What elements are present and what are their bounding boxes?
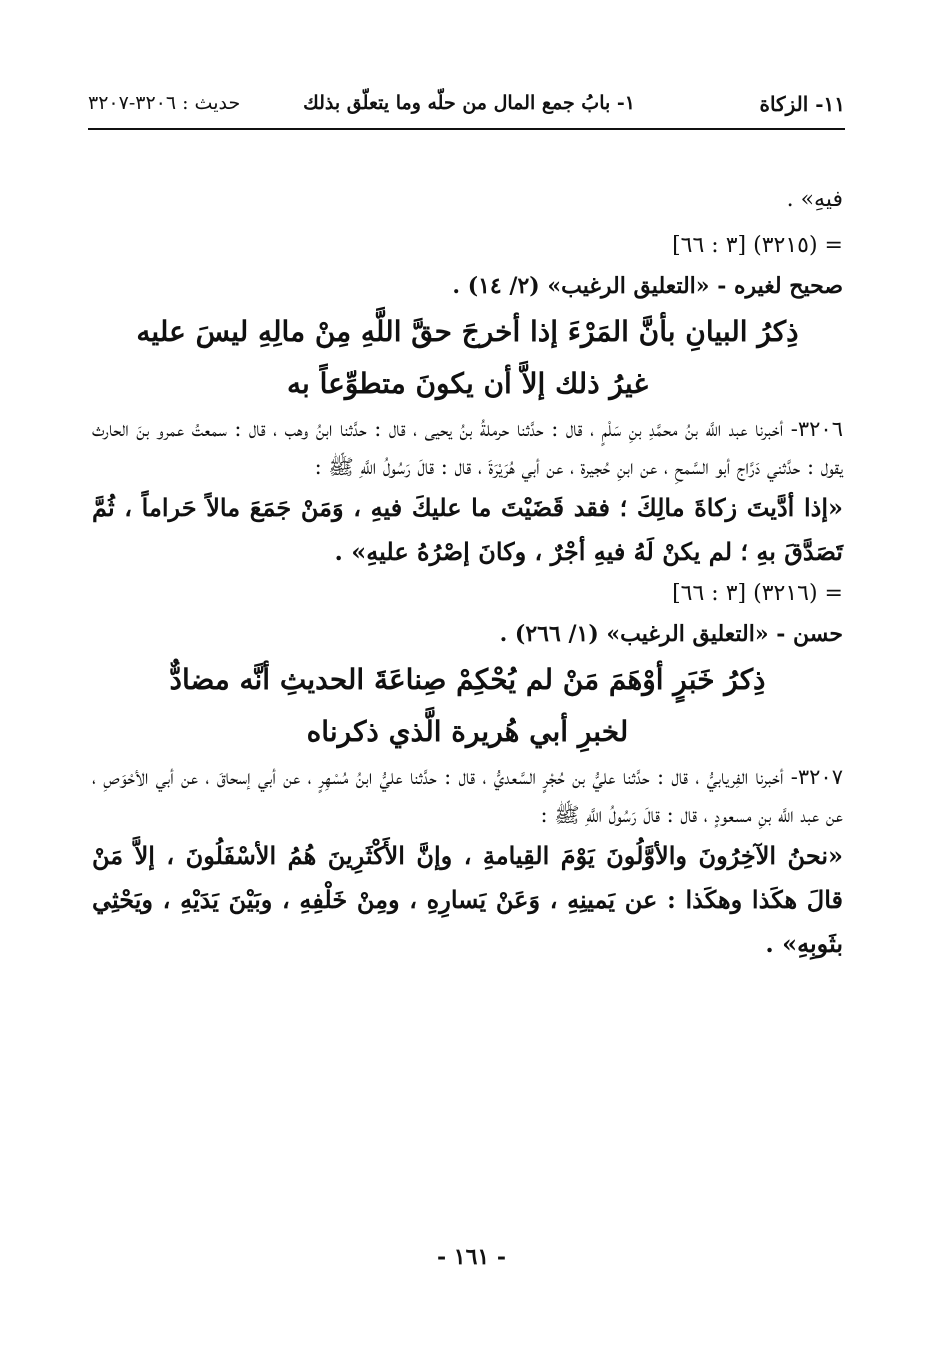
header-divider bbox=[88, 128, 845, 130]
hadith-text: «نحنُ الآخِرُونَ والأوَّلُونَ يَوْمَ القِيامةِ ، وإنَّ الأَكْثَرِينَ هُمُ الأسْفَلُونَ ، إلاَّ مَنْ قالَ هكَذا وهكَذا : عن يَمينِهِ ، وَعَنْ يَسارِهِ ، ومِنْ خَلْفِهِ ، وبَيْنَ يَدَيْهِ ، ويَحْثِي بثَوبِهِ» . bbox=[92, 841, 843, 958]
hadith-grade: حسن - «التعليق الرغيب» (١/ ٢٦٦) . bbox=[499, 621, 843, 647]
continuation-line: فيهِ» . bbox=[786, 187, 843, 212]
running-header bbox=[88, 92, 845, 124]
chapter-heading-line: ذِكرُ البيانِ بأنَّ المَرْءَ إذا أخرجَ حقَّ اللَّهِ مِنْ مالِهِ ليسَ عليه bbox=[136, 315, 799, 348]
chapter-heading-line: غيرُ ذلك إلاَّ أن يكونَ متطوِّعاً به bbox=[287, 367, 648, 400]
page-number: - ١٦١ - bbox=[436, 1244, 507, 1270]
chapter-heading-line: لخبرِ أبي هُريرة الَّذي ذكرناه bbox=[306, 715, 629, 748]
chapter-title: ١١- الزكاة bbox=[759, 92, 845, 116]
cross-reference: = (٣٢١٦) [٣ : ٦٦] bbox=[672, 581, 843, 606]
cross-reference: = (٣٢١٥) [٣ : ٦٦] bbox=[672, 233, 843, 258]
section-title: ١- بابُ جمع المال من حلّه وما يتعلّق بذلك bbox=[303, 92, 635, 114]
hadith-text: «إذا أدَّيتَ زكاةَ مالِكَ ؛ فقد قَضَيْتَ ما عليكَ فيهِ ، وَمَنْ جَمَعَ مالاً حَراماً ، ثُمَّ تَصَدَّقَ بهِ ؛ لم يكنْ لَهُ فيهِ أجْرٌ ، وكانَ إصْرُهُ عليهِ» . bbox=[92, 493, 843, 566]
hadith-grade: صحيح لغيره - «التعليق الرغيب» (٢/ ١٤) . bbox=[452, 273, 843, 299]
hadith-range: حديث : ٣٢٠٦-٣٢٠٧ bbox=[88, 92, 241, 114]
chapter-heading-line: ذِكرُ خَبَرٍ أوْهَمَ مَنْ لم يُحْكِمْ صِناعَةَ الحديثِ أنَّه مضادٌّ bbox=[169, 663, 766, 696]
hadith-isnad: ٣٢٠٦- أخبرنا عبد اللَّه بنُ محمَّدِ بنِ سَلْمٍ ، قال : حدَّثنا حرملةُ بنُ يحيى ، قال : حدَّثنا ابنُ وهب ، قال : سمعتُ عمرو بنَ الحارث يقول : حدَّثني دَرَّاج أبو السَّمحِ ، عن ابنِ حُجيرة ، عن أبي هُرَيْرَةَ ، قال : قالَ رَسُولُ اللَّهِ ﷺ : bbox=[92, 417, 843, 479]
hadith-isnad: ٣٢٠٧- أخبرنا الفِريابيُّ ، قال : حدَّثنا عليُّ بن حُجْرٍ السَّعديُّ ، قال : حدَّثنا عليُّ ابنُ مُسْهِرٍ ، عن أبي إسحاقَ ، عن أبي الأحْوَصِ ، عن عبد اللَّه بنِ مسعودٍ ، قال : قالَ رَسُولُ اللَّهِ ﷺ : bbox=[92, 765, 843, 827]
page-body bbox=[92, 180, 843, 966]
